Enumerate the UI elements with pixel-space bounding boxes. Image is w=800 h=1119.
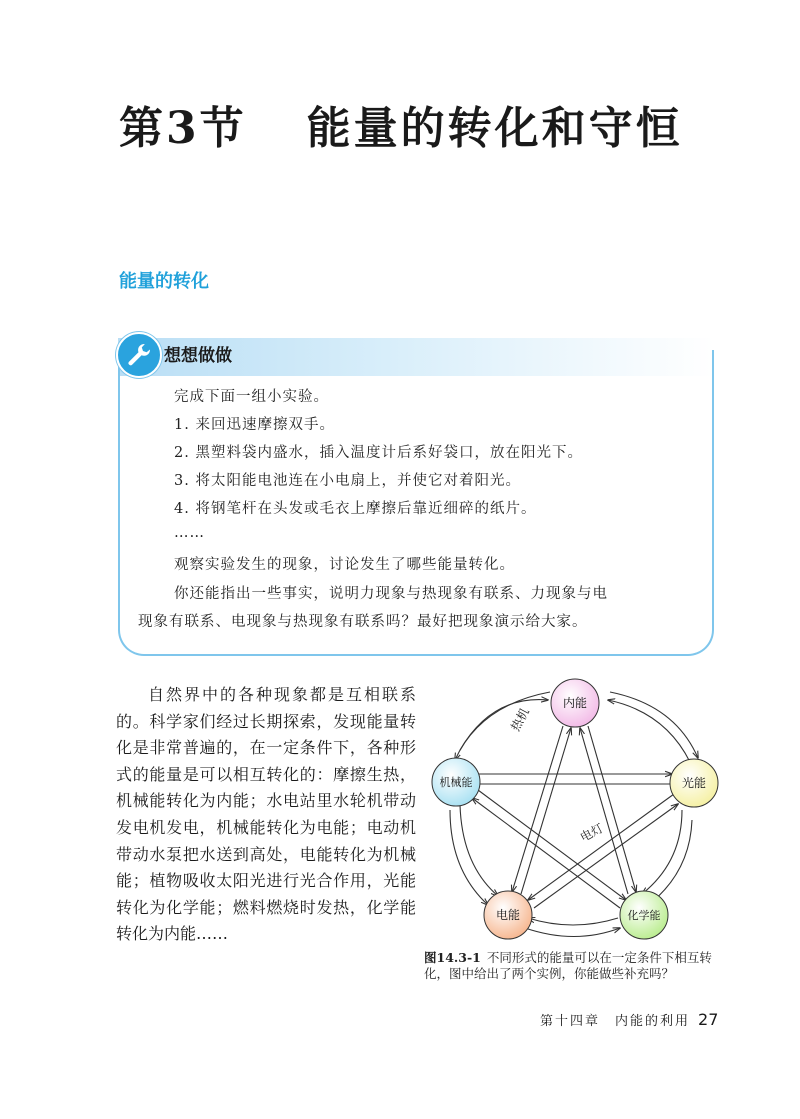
svg-text:内能: 内能 (562, 696, 588, 710)
activity-title: 想想做做 (164, 346, 232, 366)
lamp-label: 电灯 (577, 821, 606, 845)
energy-conversion-diagram (420, 670, 730, 945)
chapter-label: 第十四章 内能的利用 (540, 1014, 691, 1029)
wrench-icon (116, 332, 162, 378)
body-paragraph: 自然界中的各种现象都是互相联系的。科学家们经过长期探索，发现能量转化是非常普遍的，在一定条件下，各种形式的能量是可以相互转化的：摩擦生热，机械能转化为内能；水电站里水轮机带动发电机发电，机械能转化为电能；电动机带动水泵把水送到高处，电能转化为机械能；植物吸收太阳光进行光合作用，光能转化为化学能；燃料燃烧时发热，化学能转化为内能…… (116, 685, 416, 944)
svg-text:光能: 光能 (681, 776, 707, 790)
svg-text:化学能: 化学能 (627, 909, 661, 922)
heat-engine-label: 热机 (508, 705, 532, 734)
caption-text: 不同形式的能量可以在一定条件下相互转化，图中给出了两个实例，你能做些补充吗？ (424, 950, 712, 981)
activity-item: 2. 黑塑料袋内盛水，插入温度计后系好袋口，放在阳光下。 (174, 445, 583, 461)
node-internal-energy (551, 679, 599, 727)
activity-question: 你还能指出一些事实，说明力现象与热现象有联系、力现象与电 (174, 586, 608, 602)
activity-item: 3. 将太阳能电池连在小电扇上，并使它对着阳光。 (174, 473, 521, 489)
svg-text:电能: 电能 (495, 908, 521, 922)
node-chemical-energy (620, 891, 668, 939)
subheading: 能量的转化 (119, 271, 209, 292)
section-name: 能量的转化和守恒 (306, 103, 683, 154)
node-electric-energy (484, 891, 532, 939)
node-light-energy (670, 759, 718, 807)
activity-ellipsis: …… (174, 525, 205, 541)
page-number: 27 (698, 1010, 719, 1029)
page-footer (540, 1010, 718, 1029)
section-title (119, 92, 683, 156)
activity-item: 4. 将钢笔杆在头发或毛衣上摩擦后靠近细碎的纸片。 (174, 501, 537, 517)
activity-item: 1. 来回迅速摩擦双手。 (174, 417, 335, 433)
activity-observe: 观察实验发生的现象，讨论发生了哪些能量转化。 (174, 557, 515, 573)
activity-intro: 完成下面一组小实验。 (174, 389, 329, 405)
figure-caption (424, 950, 724, 982)
section-number: 第3节 (119, 103, 247, 154)
node-mechanical-energy (432, 758, 480, 806)
activity-question-cont: 现象有联系、电现象与热现象有联系吗？最好把现象演示给大家。 (138, 614, 588, 630)
svg-text:机械能: 机械能 (439, 776, 473, 789)
figure-number: 图14.3-1 (424, 950, 481, 965)
